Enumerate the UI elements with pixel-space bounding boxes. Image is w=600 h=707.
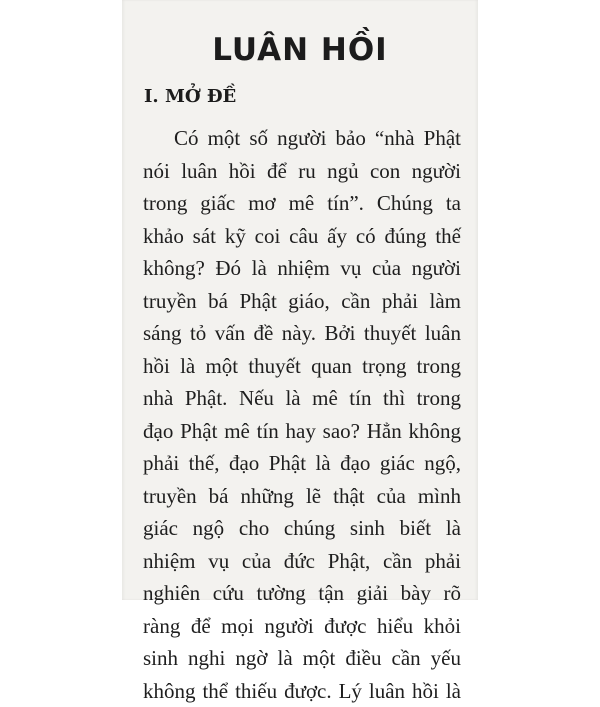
text-line: nói luân hồi để ru ngủ con người <box>143 155 461 188</box>
chapter-title: LUÂN HỒI <box>122 32 478 68</box>
text-line: nghiên cứu tường tận giải bày rõ <box>143 577 461 610</box>
body-paragraph <box>143 122 461 707</box>
book-page <box>122 0 478 600</box>
section-heading: I. MỞ ĐỀ <box>144 86 236 107</box>
text-line: không? Đó là nhiệm vụ của người <box>143 252 461 285</box>
text-line: nhà Phật. Nếu là mê tín thì trong <box>143 382 461 415</box>
text-line: Có một số người bảo “nhà Phật <box>143 122 461 155</box>
text-line: sáng tỏ vấn đề này. Bởi thuyết luân <box>143 317 461 350</box>
text-line: ràng để mọi người được hiểu khỏi <box>143 610 461 643</box>
text-line: khảo sát kỹ coi câu ấy có đúng thế <box>143 220 461 253</box>
text-line: giác ngộ cho chúng sinh biết là <box>143 512 461 545</box>
text-line: truyền bá những lẽ thật của mình <box>143 480 461 513</box>
text-line: không thể thiếu được. Lý luân hồi là <box>143 675 461 707</box>
text-line: truyền bá Phật giáo, cần phải làm <box>143 285 461 318</box>
text-line: đạo Phật mê tín hay sao? Hẳn không <box>143 415 461 448</box>
text-line: hồi là một thuyết quan trọng trong <box>143 350 461 383</box>
text-line: nhiệm vụ của đức Phật, cần phải <box>143 545 461 578</box>
text-line: phải thế, đạo Phật là đạo giác ngộ, <box>143 447 461 480</box>
text-line: trong giấc mơ mê tín”. Chúng ta <box>143 187 461 220</box>
text-line: sinh nghi ngờ là một điều cần yếu <box>143 642 461 675</box>
